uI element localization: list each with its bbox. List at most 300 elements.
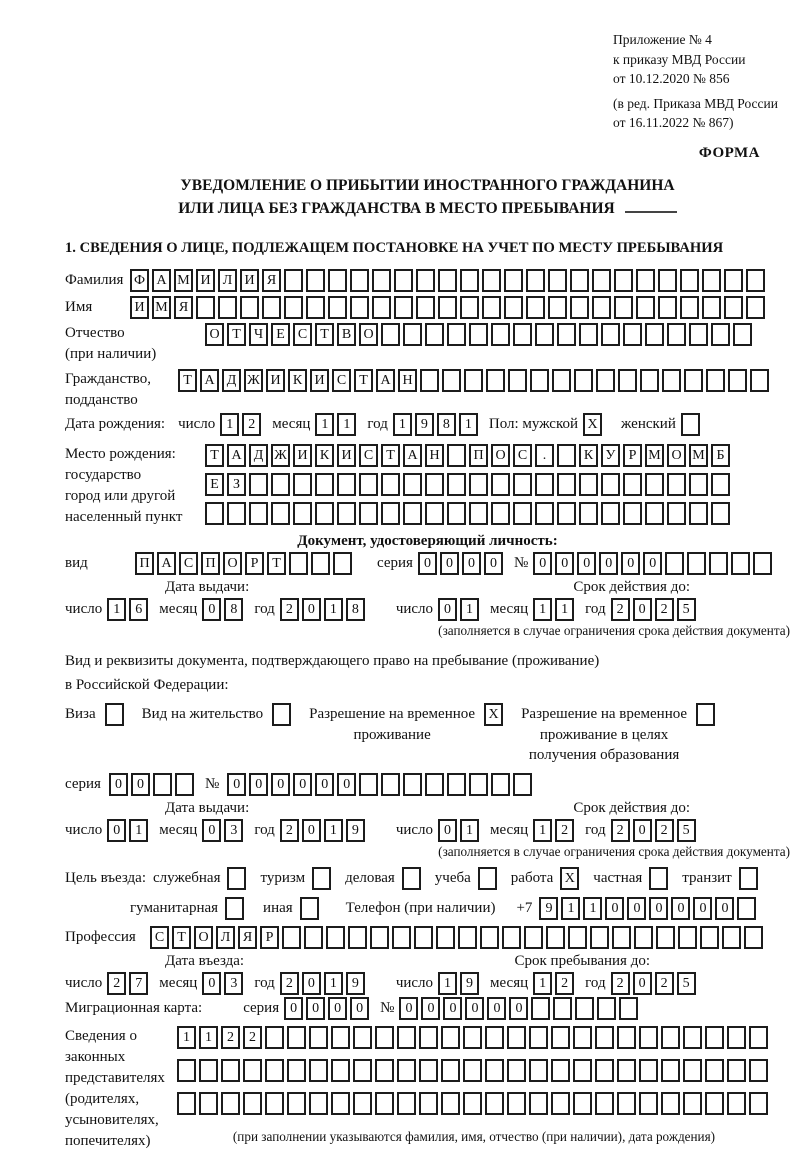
- char-cell[interactable]: С: [359, 444, 378, 467]
- char-cell[interactable]: [359, 502, 378, 525]
- char-cell[interactable]: [535, 502, 554, 525]
- surname-cells[interactable]: [130, 269, 768, 292]
- char-cell[interactable]: [328, 269, 347, 292]
- char-cell[interactable]: М: [174, 269, 193, 292]
- char-cell[interactable]: [678, 926, 697, 949]
- char-cell[interactable]: 1: [393, 413, 412, 436]
- char-cell[interactable]: [425, 473, 444, 496]
- char-cell[interactable]: [552, 369, 571, 392]
- char-cell[interactable]: [312, 867, 331, 890]
- birth-place-cells-row2[interactable]: [205, 473, 733, 496]
- char-cell[interactable]: [689, 473, 708, 496]
- citizenship-cells[interactable]: [178, 369, 772, 392]
- char-cell[interactable]: М: [152, 296, 171, 319]
- given-name-cells[interactable]: [130, 296, 768, 319]
- birth-place-cells-row3[interactable]: [205, 502, 733, 525]
- char-cell[interactable]: 3: [224, 819, 243, 842]
- char-cell[interactable]: 8: [224, 598, 243, 621]
- char-cell[interactable]: [221, 1092, 240, 1115]
- char-cell[interactable]: Я: [174, 296, 193, 319]
- char-cell[interactable]: [574, 369, 593, 392]
- char-cell[interactable]: П: [469, 444, 488, 467]
- char-cell[interactable]: [749, 1059, 768, 1082]
- char-cell[interactable]: [353, 1026, 372, 1049]
- char-cell[interactable]: А: [200, 369, 219, 392]
- char-cell[interactable]: [636, 269, 655, 292]
- char-cell[interactable]: [460, 269, 479, 292]
- char-cell[interactable]: 1: [337, 413, 356, 436]
- char-cell[interactable]: [749, 1026, 768, 1049]
- char-cell[interactable]: 0: [487, 997, 506, 1020]
- char-cell[interactable]: Е: [271, 323, 290, 346]
- char-cell[interactable]: А: [157, 552, 176, 575]
- char-cell[interactable]: В: [337, 323, 356, 346]
- identity-valid-day-cells[interactable]: [438, 598, 482, 621]
- char-cell[interactable]: [530, 369, 549, 392]
- char-cell[interactable]: [447, 502, 466, 525]
- char-cell[interactable]: [636, 296, 655, 319]
- char-cell[interactable]: [529, 1092, 548, 1115]
- char-cell[interactable]: 1: [177, 1026, 196, 1049]
- representatives-cells-row1[interactable]: [177, 1026, 771, 1049]
- char-cell[interactable]: [689, 502, 708, 525]
- char-cell[interactable]: 0: [462, 552, 481, 575]
- char-cell[interactable]: [265, 1059, 284, 1082]
- char-cell[interactable]: 2: [107, 972, 126, 995]
- char-cell[interactable]: [573, 1092, 592, 1115]
- char-cell[interactable]: [153, 773, 172, 796]
- char-cell[interactable]: [177, 1059, 196, 1082]
- char-cell[interactable]: [438, 269, 457, 292]
- birth-month-cells[interactable]: [315, 413, 359, 436]
- char-cell[interactable]: 0: [418, 552, 437, 575]
- char-cell[interactable]: [218, 296, 237, 319]
- char-cell[interactable]: [315, 473, 334, 496]
- char-cell[interactable]: [546, 926, 565, 949]
- char-cell[interactable]: [680, 296, 699, 319]
- char-cell[interactable]: [700, 926, 719, 949]
- char-cell[interactable]: [464, 369, 483, 392]
- char-cell[interactable]: 2: [280, 972, 299, 995]
- char-cell[interactable]: [304, 926, 323, 949]
- char-cell[interactable]: 9: [460, 972, 479, 995]
- char-cell[interactable]: [645, 323, 664, 346]
- char-cell[interactable]: [392, 926, 411, 949]
- residence-number-cells[interactable]: [227, 773, 535, 796]
- char-cell[interactable]: [469, 773, 488, 796]
- char-cell[interactable]: [337, 473, 356, 496]
- char-cell[interactable]: [403, 473, 422, 496]
- char-cell[interactable]: [595, 1092, 614, 1115]
- stay-day-cells[interactable]: [438, 972, 482, 995]
- birth-year-cells[interactable]: [393, 413, 481, 436]
- char-cell[interactable]: [397, 1092, 416, 1115]
- char-cell[interactable]: А: [403, 444, 422, 467]
- char-cell[interactable]: И: [310, 369, 329, 392]
- char-cell[interactable]: [372, 296, 391, 319]
- char-cell[interactable]: 0: [249, 773, 268, 796]
- char-cell[interactable]: 2: [655, 819, 674, 842]
- char-cell[interactable]: 2: [655, 598, 674, 621]
- residence-issue-month-cells[interactable]: [202, 819, 246, 842]
- char-cell[interactable]: [414, 926, 433, 949]
- char-cell[interactable]: [737, 897, 756, 920]
- char-cell[interactable]: 0: [599, 552, 618, 575]
- char-cell[interactable]: [397, 1026, 416, 1049]
- char-cell[interactable]: [513, 323, 532, 346]
- char-cell[interactable]: [746, 269, 765, 292]
- char-cell[interactable]: [300, 897, 319, 920]
- char-cell[interactable]: [447, 323, 466, 346]
- char-cell[interactable]: 0: [302, 972, 321, 995]
- char-cell[interactable]: 5: [677, 598, 696, 621]
- char-cell[interactable]: [311, 552, 330, 575]
- char-cell[interactable]: [513, 502, 532, 525]
- char-cell[interactable]: [557, 444, 576, 467]
- char-cell[interactable]: [645, 502, 664, 525]
- char-cell[interactable]: [243, 1059, 262, 1082]
- char-cell[interactable]: О: [194, 926, 213, 949]
- char-cell[interactable]: [709, 552, 728, 575]
- char-cell[interactable]: Р: [245, 552, 264, 575]
- char-cell[interactable]: [579, 323, 598, 346]
- char-cell[interactable]: С: [513, 444, 532, 467]
- char-cell[interactable]: И: [130, 296, 149, 319]
- char-cell[interactable]: [447, 773, 466, 796]
- char-cell[interactable]: [705, 1026, 724, 1049]
- entry-year-cells[interactable]: [280, 972, 368, 995]
- char-cell[interactable]: [683, 1026, 702, 1049]
- char-cell[interactable]: З: [227, 473, 246, 496]
- char-cell[interactable]: [353, 1092, 372, 1115]
- char-cell[interactable]: И: [293, 444, 312, 467]
- char-cell[interactable]: [262, 296, 281, 319]
- char-cell[interactable]: [333, 552, 352, 575]
- char-cell[interactable]: Е: [205, 473, 224, 496]
- char-cell[interactable]: [350, 269, 369, 292]
- entry-day-cells[interactable]: [107, 972, 151, 995]
- residence-valid-month-cells[interactable]: [533, 819, 577, 842]
- char-cell[interactable]: [309, 1026, 328, 1049]
- char-cell[interactable]: [619, 997, 638, 1020]
- char-cell[interactable]: [634, 926, 653, 949]
- char-cell[interactable]: 1: [460, 598, 479, 621]
- char-cell[interactable]: О: [359, 323, 378, 346]
- char-cell[interactable]: [419, 1059, 438, 1082]
- char-cell[interactable]: [645, 473, 664, 496]
- char-cell[interactable]: [441, 1092, 460, 1115]
- char-cell[interactable]: [287, 1026, 306, 1049]
- char-cell[interactable]: [570, 269, 589, 292]
- char-cell[interactable]: Я: [262, 269, 281, 292]
- char-cell[interactable]: 0: [438, 819, 457, 842]
- residence-series-cells[interactable]: [109, 773, 197, 796]
- char-cell[interactable]: Т: [315, 323, 334, 346]
- female-checkbox[interactable]: [681, 413, 703, 436]
- char-cell[interactable]: 0: [465, 997, 484, 1020]
- char-cell[interactable]: 0: [107, 819, 126, 842]
- purpose-official-checkbox[interactable]: [227, 867, 249, 890]
- char-cell[interactable]: [441, 1059, 460, 1082]
- char-cell[interactable]: Б: [711, 444, 730, 467]
- char-cell[interactable]: 0: [440, 552, 459, 575]
- purpose-business-checkbox[interactable]: [402, 867, 424, 890]
- char-cell[interactable]: [617, 1059, 636, 1082]
- residence-issue-year-cells[interactable]: [280, 819, 368, 842]
- char-cell[interactable]: [225, 897, 244, 920]
- char-cell[interactable]: [441, 1026, 460, 1049]
- char-cell[interactable]: [573, 1059, 592, 1082]
- birth-day-cells[interactable]: [220, 413, 264, 436]
- char-cell[interactable]: [750, 369, 769, 392]
- char-cell[interactable]: Т: [205, 444, 224, 467]
- char-cell[interactable]: [394, 296, 413, 319]
- identity-number-cells[interactable]: [533, 552, 775, 575]
- char-cell[interactable]: 1: [533, 598, 552, 621]
- char-cell[interactable]: Т: [354, 369, 373, 392]
- char-cell[interactable]: У: [601, 444, 620, 467]
- char-cell[interactable]: [348, 926, 367, 949]
- char-cell[interactable]: [733, 323, 752, 346]
- char-cell[interactable]: [447, 444, 466, 467]
- char-cell[interactable]: 0: [271, 773, 290, 796]
- residence-issue-day-cells[interactable]: [107, 819, 151, 842]
- migration-series-cells[interactable]: [284, 997, 372, 1020]
- char-cell[interactable]: [623, 473, 642, 496]
- char-cell[interactable]: Д: [249, 444, 268, 467]
- char-cell[interactable]: X: [583, 413, 602, 436]
- char-cell[interactable]: 2: [611, 819, 630, 842]
- char-cell[interactable]: 1: [220, 413, 239, 436]
- char-cell[interactable]: [491, 323, 510, 346]
- char-cell[interactable]: 0: [621, 552, 640, 575]
- char-cell[interactable]: [372, 269, 391, 292]
- char-cell[interactable]: [618, 369, 637, 392]
- char-cell[interactable]: С: [179, 552, 198, 575]
- char-cell[interactable]: [683, 1092, 702, 1115]
- char-cell[interactable]: 0: [533, 552, 552, 575]
- char-cell[interactable]: Ж: [271, 444, 290, 467]
- char-cell[interactable]: [331, 1092, 350, 1115]
- char-cell[interactable]: [491, 473, 510, 496]
- stay-year-cells[interactable]: [611, 972, 699, 995]
- char-cell[interactable]: [592, 269, 611, 292]
- char-cell[interactable]: 0: [302, 598, 321, 621]
- char-cell[interactable]: [601, 502, 620, 525]
- char-cell[interactable]: [403, 773, 422, 796]
- char-cell[interactable]: [381, 473, 400, 496]
- char-cell[interactable]: [397, 1059, 416, 1082]
- char-cell[interactable]: 0: [443, 997, 462, 1020]
- char-cell[interactable]: [221, 1059, 240, 1082]
- char-cell[interactable]: 0: [109, 773, 128, 796]
- char-cell[interactable]: [463, 1092, 482, 1115]
- char-cell[interactable]: 0: [306, 997, 325, 1020]
- char-cell[interactable]: О: [667, 444, 686, 467]
- char-cell[interactable]: Н: [398, 369, 417, 392]
- char-cell[interactable]: [596, 369, 615, 392]
- char-cell[interactable]: Т: [172, 926, 191, 949]
- char-cell[interactable]: 0: [421, 997, 440, 1020]
- char-cell[interactable]: И: [266, 369, 285, 392]
- char-cell[interactable]: 1: [324, 972, 343, 995]
- char-cell[interactable]: [661, 1092, 680, 1115]
- char-cell[interactable]: [353, 1059, 372, 1082]
- char-cell[interactable]: [328, 296, 347, 319]
- char-cell[interactable]: [617, 1026, 636, 1049]
- profession-cells[interactable]: [150, 926, 766, 949]
- char-cell[interactable]: [711, 502, 730, 525]
- char-cell[interactable]: [438, 296, 457, 319]
- char-cell[interactable]: [524, 926, 543, 949]
- char-cell[interactable]: [529, 1059, 548, 1082]
- char-cell[interactable]: [482, 269, 501, 292]
- char-cell[interactable]: К: [579, 444, 598, 467]
- char-cell[interactable]: 0: [438, 598, 457, 621]
- char-cell[interactable]: 0: [328, 997, 347, 1020]
- char-cell[interactable]: [287, 1059, 306, 1082]
- char-cell[interactable]: [403, 323, 422, 346]
- char-cell[interactable]: [661, 1026, 680, 1049]
- char-cell[interactable]: [614, 269, 633, 292]
- char-cell[interactable]: [370, 926, 389, 949]
- char-cell[interactable]: [689, 323, 708, 346]
- purpose-other-checkbox[interactable]: [300, 897, 322, 920]
- char-cell[interactable]: 0: [633, 972, 652, 995]
- char-cell[interactable]: М: [689, 444, 708, 467]
- char-cell[interactable]: [575, 997, 594, 1020]
- char-cell[interactable]: [425, 773, 444, 796]
- char-cell[interactable]: [706, 369, 725, 392]
- char-cell[interactable]: 1: [324, 819, 343, 842]
- char-cell[interactable]: 2: [611, 972, 630, 995]
- char-cell[interactable]: [105, 703, 124, 726]
- char-cell[interactable]: [309, 1092, 328, 1115]
- char-cell[interactable]: О: [223, 552, 242, 575]
- char-cell[interactable]: 1: [324, 598, 343, 621]
- char-cell[interactable]: [227, 867, 246, 890]
- char-cell[interactable]: [640, 369, 659, 392]
- char-cell[interactable]: [350, 296, 369, 319]
- char-cell[interactable]: [331, 1026, 350, 1049]
- char-cell[interactable]: Т: [227, 323, 246, 346]
- char-cell[interactable]: X: [484, 703, 503, 726]
- char-cell[interactable]: [551, 1026, 570, 1049]
- char-cell[interactable]: 2: [280, 598, 299, 621]
- char-cell[interactable]: 1: [583, 897, 602, 920]
- char-cell[interactable]: 2: [555, 819, 574, 842]
- stay-month-cells[interactable]: [533, 972, 577, 995]
- char-cell[interactable]: [287, 1092, 306, 1115]
- char-cell[interactable]: [658, 296, 677, 319]
- char-cell[interactable]: [548, 269, 567, 292]
- char-cell[interactable]: [460, 296, 479, 319]
- char-cell[interactable]: 0: [131, 773, 150, 796]
- male-checkbox[interactable]: [583, 413, 605, 436]
- phone-cells[interactable]: [539, 897, 759, 920]
- char-cell[interactable]: [293, 473, 312, 496]
- char-cell[interactable]: [617, 1092, 636, 1115]
- char-cell[interactable]: 2: [221, 1026, 240, 1049]
- char-cell[interactable]: [590, 926, 609, 949]
- char-cell[interactable]: [601, 473, 620, 496]
- char-cell[interactable]: [485, 1059, 504, 1082]
- char-cell[interactable]: [705, 1059, 724, 1082]
- char-cell[interactable]: [425, 502, 444, 525]
- char-cell[interactable]: [551, 1059, 570, 1082]
- char-cell[interactable]: [504, 296, 523, 319]
- char-cell[interactable]: 1: [533, 972, 552, 995]
- char-cell[interactable]: И: [240, 269, 259, 292]
- char-cell[interactable]: Ч: [249, 323, 268, 346]
- char-cell[interactable]: 0: [484, 552, 503, 575]
- char-cell[interactable]: [491, 773, 510, 796]
- char-cell[interactable]: [271, 502, 290, 525]
- residence-permit-checkbox[interactable]: [272, 703, 294, 726]
- char-cell[interactable]: [419, 1026, 438, 1049]
- char-cell[interactable]: [289, 552, 308, 575]
- char-cell[interactable]: [331, 1059, 350, 1082]
- char-cell[interactable]: [485, 1026, 504, 1049]
- char-cell[interactable]: [381, 773, 400, 796]
- residence-valid-day-cells[interactable]: [438, 819, 482, 842]
- char-cell[interactable]: [639, 1026, 658, 1049]
- identity-issue-month-cells[interactable]: [202, 598, 246, 621]
- char-cell[interactable]: [595, 1026, 614, 1049]
- char-cell[interactable]: Т: [178, 369, 197, 392]
- char-cell[interactable]: [702, 296, 721, 319]
- char-cell[interactable]: [727, 1092, 746, 1115]
- char-cell[interactable]: Я: [238, 926, 257, 949]
- char-cell[interactable]: Н: [425, 444, 444, 467]
- char-cell[interactable]: 1: [459, 413, 478, 436]
- char-cell[interactable]: [573, 1026, 592, 1049]
- char-cell[interactable]: [419, 1092, 438, 1115]
- char-cell[interactable]: [612, 926, 631, 949]
- char-cell[interactable]: [526, 269, 545, 292]
- char-cell[interactable]: [623, 323, 642, 346]
- char-cell[interactable]: [425, 323, 444, 346]
- edu-permit-checkbox[interactable]: [696, 703, 718, 726]
- char-cell[interactable]: [649, 867, 668, 890]
- char-cell[interactable]: А: [227, 444, 246, 467]
- char-cell[interactable]: Т: [381, 444, 400, 467]
- char-cell[interactable]: [478, 867, 497, 890]
- char-cell[interactable]: 1: [107, 598, 126, 621]
- identity-type-cells[interactable]: [135, 552, 355, 575]
- char-cell[interactable]: 1: [533, 819, 552, 842]
- char-cell[interactable]: [595, 1059, 614, 1082]
- char-cell[interactable]: [597, 997, 616, 1020]
- char-cell[interactable]: [436, 926, 455, 949]
- residence-valid-year-cells[interactable]: [611, 819, 699, 842]
- char-cell[interactable]: [284, 269, 303, 292]
- char-cell[interactable]: 5: [677, 972, 696, 995]
- char-cell[interactable]: [507, 1059, 526, 1082]
- char-cell[interactable]: 1: [561, 897, 580, 920]
- char-cell[interactable]: [175, 773, 194, 796]
- char-cell[interactable]: [227, 502, 246, 525]
- char-cell[interactable]: [249, 473, 268, 496]
- char-cell[interactable]: [306, 269, 325, 292]
- char-cell[interactable]: [680, 269, 699, 292]
- char-cell[interactable]: С: [150, 926, 169, 949]
- char-cell[interactable]: [548, 296, 567, 319]
- char-cell[interactable]: А: [152, 269, 171, 292]
- char-cell[interactable]: Л: [218, 269, 237, 292]
- migration-number-cells[interactable]: [399, 997, 641, 1020]
- char-cell[interactable]: [271, 473, 290, 496]
